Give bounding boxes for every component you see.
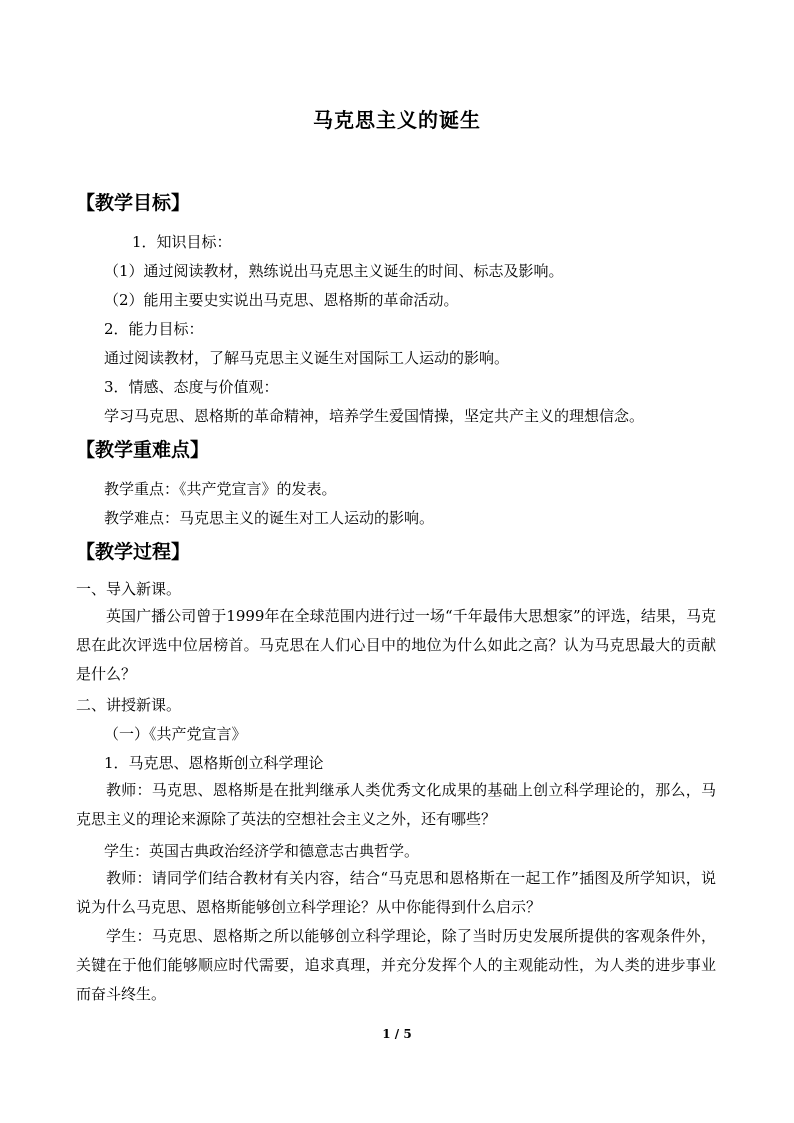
- emotion-goal-text: 学习马克思、恩格斯的革命精神，培养学生爱国情操，坚定共产主义的理想信念。: [104, 407, 645, 425]
- point1-heading: 1．马克思、恩格斯创立科学理论: [104, 754, 324, 772]
- section-heading-process: 【教学过程】: [76, 541, 191, 563]
- ability-goal-heading: 2．能力目标：: [104, 320, 204, 338]
- key-point-difficulty: 教学难点：马克思主义的诞生对工人运动的影响。: [104, 509, 435, 527]
- section-heading-key-points: 【教学重难点】: [76, 439, 210, 461]
- knowledge-goal-item-2: （2）能用主要史实说出马克思、恩格斯的革命活动。: [104, 291, 459, 309]
- page-number: 1 / 5: [382, 1027, 412, 1041]
- step1-heading: 一、导入新课。: [76, 580, 182, 598]
- teacher-question-1: 教师：马克思、恩格斯是在批判继承人类优秀文化成果的基础上创立科学理论的，那么，马克思主义的理论来源除了英法的空想社会主义之外，还有哪些？: [76, 781, 716, 828]
- page-title: 马克思主义的诞生: [313, 108, 481, 132]
- emotion-goal-heading: 3．情感、态度与价值观：: [104, 378, 279, 396]
- student-answer-1: 学生：英国古典政治经济学和德意志古典哲学。: [104, 842, 420, 860]
- section-heading-goals: 【教学目标】: [76, 192, 191, 214]
- knowledge-goal-heading: 1．知识目标：: [132, 233, 232, 251]
- step2-heading: 二、讲授新课。: [76, 696, 182, 714]
- teacher-question-2: 教师：请同学们结合教材有关内容，结合“马克思和恩格斯在一起工作”插图及所学知识，说说为什么马克思、恩格斯能够创立科学理论？从中你能得到什么启示？: [76, 869, 716, 916]
- ability-goal-text: 通过阅读教材，了解马克思主义诞生对国际工人运动的影响。: [104, 349, 510, 367]
- knowledge-goal-item-1: （1）通过阅读教材，熟练说出马克思主义诞生的时间、标志及影响。: [104, 262, 564, 280]
- sub-heading-manifesto: （一）《共产党宣言》: [104, 725, 247, 743]
- step1-paragraph: 英国广播公司曾于1999年在全球范围内进行过一场“千年最伟大思想家”的评选，结果，马克思在此次评选中位居榜首。马克思在人们心目中的地位为什么如此之高？认为马克思最大的贡献是什么？: [76, 607, 716, 683]
- student-answer-2: 学生：马克思、恩格斯之所以能够创立科学理论，除了当时历史发展所提供的客观条件外，关键在于他们能够顺应时代需要，追求真理，并充分发挥个人的主观能动性，为人类的进步事业而奋斗终生。: [76, 927, 716, 1003]
- key-point-focus: 教学重点：《共产党宣言》的发表。: [104, 480, 337, 498]
